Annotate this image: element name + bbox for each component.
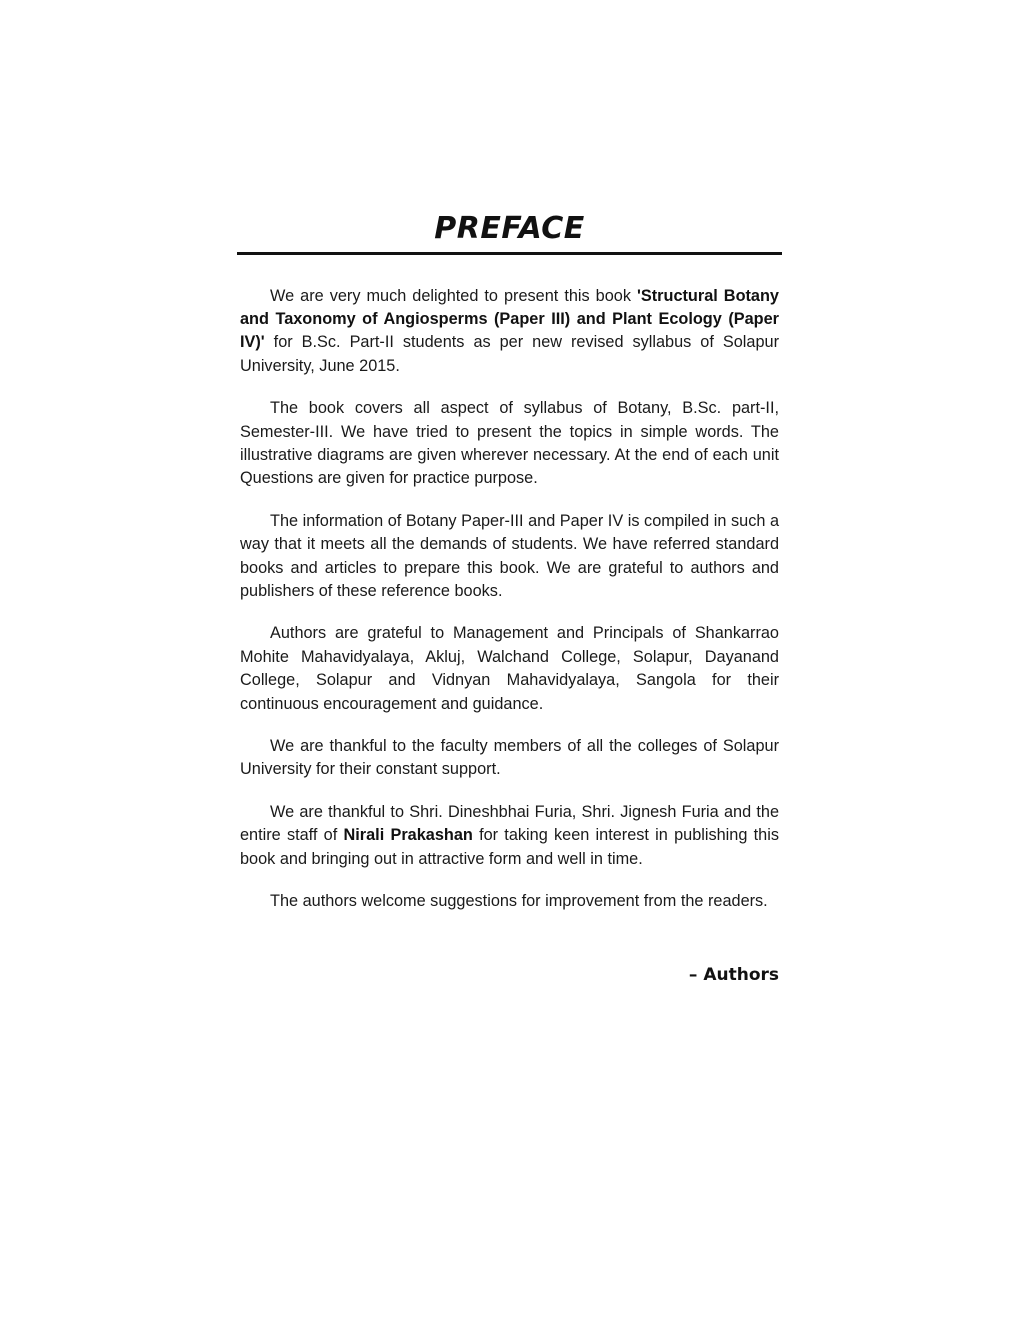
preface-paragraph — [240, 285, 779, 379]
paragraph-text: We are thankful to Shri. Dineshbhai Furia, Shri. Jignesh Furia and the entire staff of — [240, 802, 779, 845]
bold-text: Nirali Prakashan — [343, 826, 473, 845]
preface-paragraph — [240, 622, 779, 716]
signature: – Authors — [688, 965, 779, 986]
paragraph-text: The book covers all aspect of syllabus of Botany, B.Sc. part-II, Semester-III. We have tried to present the topics in simple words. The illustrative diagrams are given wherever necessary. At the end of each unit Questions are given for practice purpose. — [240, 399, 779, 488]
paragraph-text: The information of Botany Paper-III and Paper IV is compiled in such a way that it meets all the demands of students. We have referred standard books and articles to prepare this book. We are grateful to authors and publishers of these reference books. — [240, 511, 779, 600]
title-underline — [237, 252, 782, 255]
paragraph-text: We are very much delighted to present this book — [270, 286, 638, 305]
paragraph-text: Authors are grateful to Management and Principals of Shankarrao Mohite Mahavidyalaya, Akluj, Walchand College, Solapur, Dayanand College, Solapur and Vidnyan Mahavidyalaya, Sangola for their continuous encouragement and guidance. — [240, 624, 779, 713]
preface-page — [237, 208, 782, 985]
page-title: PREFACE — [434, 211, 585, 246]
paragraph-text: for B.Sc. Part-II students as per new revised syllabus of Solapur University, June 2015. — [240, 333, 779, 375]
paragraph-text: for taking keen interest in publishing this book and bringing out in attractive form and well in time. — [240, 826, 779, 868]
paragraph-text: The authors welcome suggestions for improvement from the readers. — [270, 892, 768, 911]
preface-paragraph — [240, 801, 779, 871]
preface-paragraph — [240, 510, 779, 604]
paragraph-text: We are thankful to the faculty members of all the colleges of Solapur University for their constant support. — [240, 737, 779, 779]
bold-text: 'Structural Botany and Taxonomy of Angiosperms (Paper III) and Plant Ecology (Paper IV)' — [240, 286, 779, 352]
preface-body — [237, 285, 782, 914]
preface-paragraph — [240, 397, 779, 491]
preface-paragraph — [240, 890, 779, 913]
preface-paragraph — [240, 735, 779, 782]
